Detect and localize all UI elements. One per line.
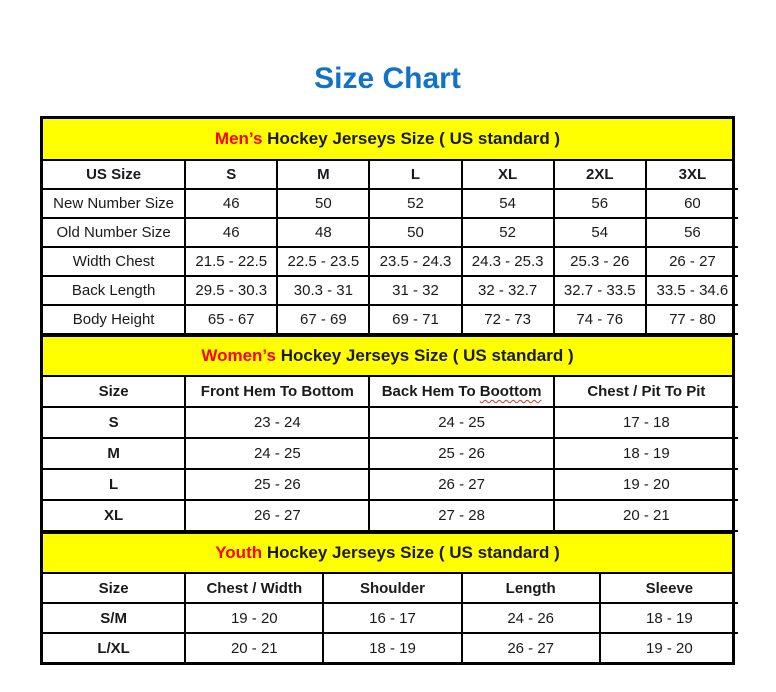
row-label: Body Height (43, 305, 185, 334)
size-value-cell: 67 - 69 (277, 305, 369, 334)
column-header: M (277, 161, 369, 189)
size-value-cell: 33.5 - 34.6 (646, 276, 738, 305)
row-label: New Number Size (43, 189, 185, 218)
size-value-cell: 30.3 - 31 (277, 276, 369, 305)
table-row (43, 218, 738, 247)
row-label: Old Number Size (43, 218, 185, 247)
column-header: Chest / Width (185, 574, 323, 603)
column-header: Back Hem To Boottom (369, 377, 553, 407)
size-value-cell: 46 (185, 218, 277, 247)
size-value-cell: 32 - 32.7 (462, 276, 554, 305)
size-value-cell: 18 - 19 (323, 633, 461, 662)
row-label: XL (43, 500, 185, 531)
heading-rest: Hockey Jerseys Size ( US standard ) (262, 543, 560, 562)
size-value-cell: 56 (554, 189, 646, 218)
size-value-cell: 21.5 - 22.5 (185, 247, 277, 276)
header-row (43, 574, 738, 603)
page-title: Size Chart (314, 62, 461, 95)
heading-rest: Hockey Jerseys Size ( US standard ) (275, 346, 574, 365)
size-value-cell: 50 (277, 189, 369, 218)
column-header: Shoulder (323, 574, 461, 603)
size-value-cell: 52 (369, 189, 461, 218)
column-header: Sleeve (600, 574, 738, 603)
column-header: Front Hem To Bottom (185, 377, 369, 407)
heading-rest: Hockey Jerseys Size ( US standard ) (262, 129, 561, 148)
size-value-cell: 65 - 67 (185, 305, 277, 334)
size-value-cell: 23.5 - 24.3 (369, 247, 461, 276)
size-value-cell: 72 - 73 (462, 305, 554, 334)
header-row (43, 377, 738, 407)
size-value-cell: 54 (554, 218, 646, 247)
size-value-cell: 25 - 26 (185, 469, 369, 500)
row-label: Back Length (43, 276, 185, 305)
column-header: US Size (43, 161, 185, 189)
row-label: S/M (43, 603, 185, 633)
column-header: Length (462, 574, 600, 603)
section-heading-womens (43, 335, 732, 377)
size-value-cell: 52 (462, 218, 554, 247)
misspelled-word: Boottom (479, 383, 542, 400)
table-row (43, 633, 738, 662)
size-value-cell: 26 - 27 (462, 633, 600, 662)
size-chart-page (40, 0, 735, 665)
table-row (43, 469, 738, 500)
size-value-cell: 16 - 17 (323, 603, 461, 633)
section-mens (43, 119, 732, 335)
size-value-cell: 20 - 21 (554, 500, 738, 531)
size-value-cell: 50 (369, 218, 461, 247)
mens-size-table (43, 161, 738, 335)
size-value-cell: 26 - 27 (369, 469, 553, 500)
size-chart-tables (40, 116, 735, 665)
size-value-cell: 19 - 20 (600, 633, 738, 662)
heading-highlight: Women’s (201, 346, 276, 365)
size-value-cell: 27 - 28 (369, 500, 553, 531)
section-youth (43, 532, 732, 662)
size-value-cell: 69 - 71 (369, 305, 461, 334)
table-row (43, 407, 738, 438)
womens-size-table (43, 377, 738, 532)
column-header: S (185, 161, 277, 189)
size-value-cell: 25.3 - 26 (554, 247, 646, 276)
size-value-cell: 26 - 27 (185, 500, 369, 531)
size-value-cell: 18 - 19 (554, 438, 738, 469)
table-row (43, 305, 738, 334)
size-value-cell: 77 - 80 (646, 305, 738, 334)
column-header: Chest / Pit To Pit (554, 377, 738, 407)
size-value-cell: 26 - 27 (646, 247, 738, 276)
row-label: Width Chest (43, 247, 185, 276)
table-row (43, 247, 738, 276)
size-value-cell: 19 - 20 (185, 603, 323, 633)
table-row (43, 438, 738, 469)
size-value-cell: 22.5 - 23.5 (277, 247, 369, 276)
column-header: Size (43, 574, 185, 603)
youth-size-table (43, 574, 738, 662)
size-value-cell: 25 - 26 (369, 438, 553, 469)
column-header: Size (43, 377, 185, 407)
size-value-cell: 24 - 25 (369, 407, 553, 438)
size-value-cell: 46 (185, 189, 277, 218)
size-value-cell: 31 - 32 (369, 276, 461, 305)
heading-highlight: Youth (215, 543, 263, 562)
row-label: M (43, 438, 185, 469)
column-header: XL (462, 161, 554, 189)
table-row (43, 603, 738, 633)
section-womens (43, 335, 732, 532)
column-header: 3XL (646, 161, 738, 189)
table-row (43, 500, 738, 531)
size-value-cell: 24.3 - 25.3 (462, 247, 554, 276)
size-value-cell: 19 - 20 (554, 469, 738, 500)
size-value-cell: 74 - 76 (554, 305, 646, 334)
row-label: L (43, 469, 185, 500)
table-row (43, 276, 738, 305)
size-value-cell: 56 (646, 218, 738, 247)
header-row (43, 161, 738, 189)
heading-highlight: Men’s (214, 129, 263, 148)
section-heading-youth (43, 532, 732, 574)
size-value-cell: 60 (646, 189, 738, 218)
column-header: L (369, 161, 461, 189)
size-value-cell: 48 (277, 218, 369, 247)
size-value-cell: 23 - 24 (185, 407, 369, 438)
size-value-cell: 20 - 21 (185, 633, 323, 662)
size-value-cell: 24 - 25 (185, 438, 369, 469)
row-label: L/XL (43, 633, 185, 662)
size-value-cell: 17 - 18 (554, 407, 738, 438)
table-row (43, 189, 738, 218)
column-header: 2XL (554, 161, 646, 189)
size-value-cell: 54 (462, 189, 554, 218)
size-value-cell: 18 - 19 (600, 603, 738, 633)
size-value-cell: 24 - 26 (462, 603, 600, 633)
row-label: S (43, 407, 185, 438)
size-value-cell: 32.7 - 33.5 (554, 276, 646, 305)
size-value-cell: 29.5 - 30.3 (185, 276, 277, 305)
section-heading-mens (43, 119, 732, 161)
